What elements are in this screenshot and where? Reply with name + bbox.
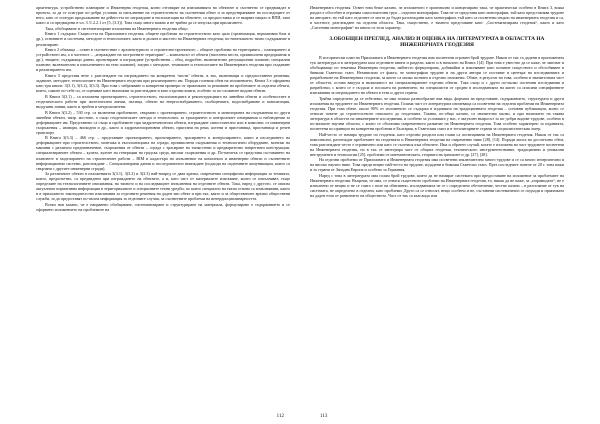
paragraph: Всеки нов казано, че е направено обобщаване, систематизиране и структуриране на материала, формулирано е съдържанието и се оформено изложението на проблемите на (36, 202, 290, 213)
right-page-intro (310, 5, 564, 30)
paragraph: Книга 3 представя вече с разглеждане на изграждането на конкретни ‘чисти’ обекти, в тях, включващи и предпоставени решения, задачите, методите, технологиите на Инженерната геодезия при реализирането им. Поради големия обем на изложението, Книга 3 е оформена като три книги: 3(3.1), 3(3.2), 3(3.3). При това с изброяване и конкретни примери от практиката за решаване на проблемите за отделни обекти, които, самите по-себе си, се оценяват като възможни за разглеждане и като отделни книги, особено за по-сложните видове обекти. (36, 72, 290, 94)
paragraph: Трябва определено да се отбележи, че има голямо разнообразие във вида, формата на представяне, съдържанието, структурата и други изложения на трудовете по Инженерната геодезия. Голяма част от литературата изпитваща са посветени на отделни проблеми на Инженерната геодезия. При това обаче, около 90% от изложеното се съдържа в изданията на традиционната геодезия – основни публикации, които се отнасят повече до строителството отколкото до геодезията. Такива, по-общо казано, са значително малко, и при наличието на такава литература в областта на инженерните изследвания, и особено за условията у нас, е актуален въпросът за по-добри видове трудове, особено в по-малките научни области, с които се обогатява съвременното развитие на Инженерната геодезия. Това особено характерно за изданията, посветени по принцип на конкретни проблеми в България, в Съветския съюз и в тоталитарните страни за социалистическия лагер. (310, 95, 564, 131)
section-heading: 3.ОБОБЩЕН ПРЕГЛЕД, АНАЛИЗ И ОЦЕНКА НА ЛИТЕРАТУРАТА В ОБЛАСТТА НА ИНЖЕНЕРНАТА ГЕОДЕЗИЯ (329, 36, 545, 49)
paragraph: Инженерната геодезия. Освен това беше казано, че изложеното е оригинално и концепирано така, че практически особено в Книга 3, всяка раздел е обособен и отразява самостоятелни груп – отделни монографии. Това не се представя като монографии, тъй като представлява трудове на авторите, но тъй като отделите се могат да бъдат разглеждани като монографии, тъй като са посветени изцяло на инженерната геодезия и са, в частност, разглеждане на отделни области. Така, съществено, е тяхното представяне като: „Систематизирана геодезия“, както и като „Системни монографии“ на книги от този характер. (310, 5, 564, 31)
paragraph: Най-често се намира трудове по геодезия, като отделни раздели или глави са посвещавани на Инженерната геодезия. Някои от тях са комплексни, разглеждат проблемите на геодезията и Инженерната геодезия на съвременно ниво [28], [14]. Поради липса на достатъчно обем, това разглеждане често е ограничено или като се съотнася към обектите. Има и обратен случай, когато е изложена на част трудовете посветени на Инженерната геодезия, но в тях се интегрира част от общата геодезия, техническото инструментознание, традиционни и уникални инструменти и технологии [25], проблеми от математическата, теорията на грешките и др. [27], [28]. (310, 131, 564, 157)
paragraph: Така, обобщаваме и систематизираме изложения на Инженерната геодезия общо: (45, 25, 189, 31)
paragraph: В Книга 3(3.1) – са изложени проектирането, строителството, експлоатацията и реконструкцията на линейни обекти и особеностите в геодезическото работи при железопътни линии, пътища, обекти на енергоснабдяването, съобщенията, водоснабдяване и канализация, въздушни линии, както и тръбни и метрополитени. (36, 93, 290, 109)
paragraph: архитектура, устройствено планиране и Инженерна геодезия, които отговарят на изискванията на обектите и съответно се предвиждат в проекта, за да се осигурят по-добри условия за изпълнение на строителството на съответния обект и за предотвратяване на последиците от него, като се осигури продължаване на дейността по изграждане и експлоатация на обектите, са предпоставка и се вкарват изцяло в ВПИ, така както и са предвидени в чл. 3 /1.2.2.1 от [5, (3.3)]. Това също много важно и не трябва да се изпуска при прилагането. (36, 5, 290, 26)
paragraph: Наред с това в литературата има голям брой трудове, които да не намират системата при предоставяне на изложение за проблемите на Инженерната геодезия. Въпреки, че има, се отнася съществото проблеми на Инженерната геодезия, то, никак да не каже, за „пирамидата“, не е изпълнено от вещно и не се счита с поле на обективно, изследванията че се с определено обезпечение, честно казано – в разстояние от тук на системата, не определено в отделни, като проблеми. Друго са се относят, нещо особено и не, съставени систематично се подходи и практиката на даден етап от развитието на обществото. Част от тях са към вида или (310, 173, 564, 199)
paragraph: Книга 1 съдържа: Същността на Приложната геодезия; общите проблеми на строителството като цяло (организация, нормативна база и др.), основните и системни, методите и технологиите, както и ролята и мястото на Инженерната геодезия; по-нататъшното тяхно съдържание и реализиране. (36, 31, 290, 47)
right-page-body (310, 55, 564, 199)
paragraph: В Книга 3(3.2) – 530 стр. са включени проблемите, свързани с проектирането, строителството и мониторинга на съоръжения по други линейни обекти, напр. мостове, а също геодезическите методи и технологии, за трасирането и контролните измервания и наблюдения за деформациите им. Представено са също и проблемите при хидротехнически обекти, изграждане самостоятелно или в комплекс от инженерни съоръжения – язовири, вискодни и др., както и хидромелиоративни обекти, пристани на реки, яхтени и пристанища, пристанища и речен транспорт. (36, 109, 290, 135)
paragraph: За различните обекти в изложенията 3(3.1), 3(3.2) и 3(3.3) най-напред се дава кратка, съвременна специфична информация за технията, които, предпочетно, са предвидени при изграждането на обектите, а и, като част от материалите изискване, които се изпълняват, също определяне на технологичните изисквания, на тяхното и на последващите изпълнения на отделните обекти. Така, наред с другото, се описва актуалната нормативна информация в териториалните и специалните техни уредби, по които специално на тяхна основа са изпълнявани, както и в приложното законодателство изисквания за отделните решения на даден тип обект и при тях, както и за обществените връзки обществени служби, за да предоставят по-пълна информация за отделните случаи, за съответните проблеми на интердисциплинарността. (36, 171, 290, 202)
page-number-right: 113 (320, 414, 328, 419)
left-page-body (36, 5, 290, 212)
paragraph: В исторически план на Приложната и Инженерната геодезия има посветени огромен брой трудове. Някои от тях са дадени в приложената тук литература и в литературата към отделните книги и раздели, както и в началото на Книга 1[4]. При това е уместно да се каже, че липсват и обобщаващи по тематика Инженерна геодезия, найчесто формулирана, добивайки и изясняване като понятие съществото и обособяване в бившия Съветски съюз. Независимо от факта, че монографии трудове и на други автори се поставят в центъра на изследванията и разработките на Инженерната геодезия, за които са малко познати и отделно изложени. Обаче, в резултат на това, особено в значителната част от областта, остава вакуум и възможност на специализираните отделни обекти. Така също и с други по-малко системни изследвания и разработки, с които се е създала и посоката на развитието, на специалисти от сродни в изследванията на които са описани специфичните изисквания за изграждането на обекти в тези и други страни. (310, 54, 564, 95)
paragraph: На отделни проблеми от Приложната и Инженерната геодезия има посветени изключително много трудове и се са много изчерпателни и на високо научно ниво. Това преди вещно най-често на трудове, издадени в бившия Съветски съюз. През последните повече от 20 г. това важи и за страни от Западна Европа и особено за Германия. (310, 157, 564, 173)
right-page (300, 0, 600, 424)
paragraph: В Книга 3(3.3) – 466 стр. – представяне проектирането, проектирането, трасирането и контролирането, както и изследването на деформациите при строителството, монтажа и експлоатацията на сгради, промишлени съоръжения и технологично оборудване, монтаж на машини с различно предназначение, съоръжения от обекти – сграда с трасиране на тънкостени и предварително напрегнати конструкции, специализираните обекти – кулата, кулите на генерации на градска среда, високи съоръжения и др. По-нататък се представя съставянето на плановете и моделирането на строителните работи – BIM и кадастъра на изпълнение на комплекси и инженерни обекти и съответните информационни системи, разглеждане – Специализирани данни и последователно въвеждане (подходи на подземните комуникации, които са свързани с другите инженерни сгради). (36, 135, 290, 171)
page-number-left: 112 (276, 414, 284, 419)
paragraph: Книга 2 обхваща – освен в съответствие с архитектурното и строително-проектното – общите проблеми на територията – планирането и устройството им, а в частност – „изграждане на застроените територии“ – комплексът от обекти (населени места, промишлени предприятия и др.), знаците, съдържащи данни, проектиране и изграждане (устройствени – общ, подробен, включително регулационни планове; специални планове; включително и изпълнението на тези планове), заедно с методите, техниките и технологиите на Инженерната геодезия при създаване и реализирането им. (36, 47, 290, 73)
